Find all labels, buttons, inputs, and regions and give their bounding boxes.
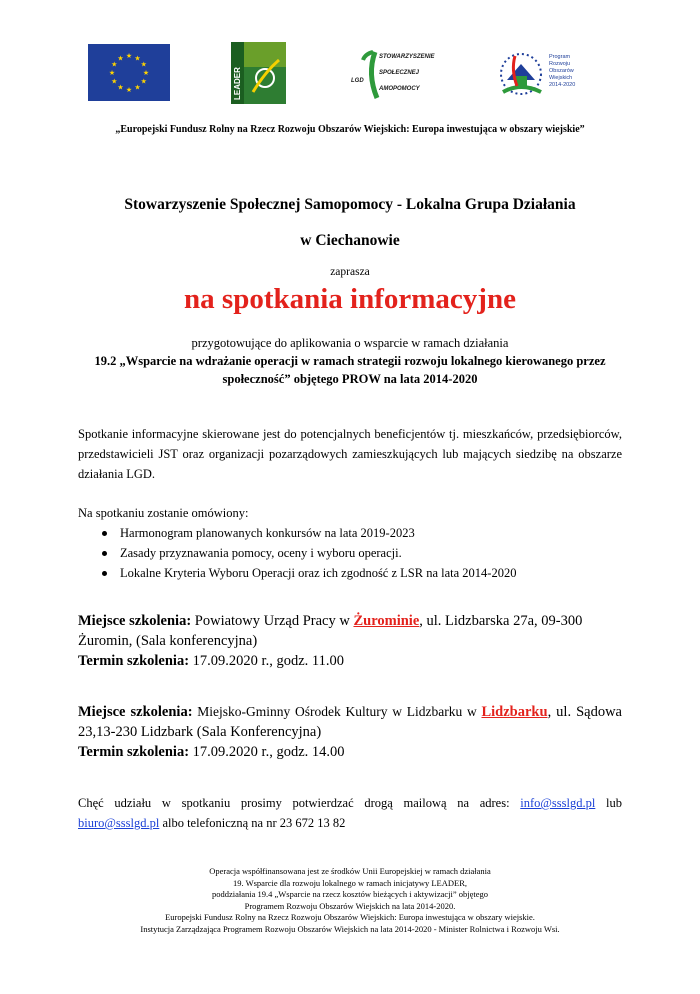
- place-label: Miejsce szkolenia:: [78, 704, 193, 720]
- eu-star-icon: ★: [117, 54, 124, 63]
- invites-text: zaprasza: [330, 266, 370, 278]
- date-label: Termin szkolenia:: [78, 653, 190, 669]
- bullet-icon: [102, 571, 107, 576]
- date-value: 17.09.2020 r., godz. 11.00: [189, 653, 344, 669]
- footer-line: Europejski Fundusz Rolny na Rzecz Rozwoju Obszarów Wiejskich: Europa inwestująca w obszary wiejskie.: [165, 912, 535, 922]
- list-item: [78, 523, 516, 543]
- sss-lgd-text: LGD: [351, 78, 364, 84]
- eu-star-icon: ★: [117, 83, 124, 92]
- eu-star-icon: ★: [140, 77, 147, 86]
- session-2-place: [78, 702, 622, 742]
- rsvp-text-mid: lub: [595, 796, 622, 810]
- org-name: Stowarzyszenie Społecznej Samopomocy - Lokalna Grupa Działania: [124, 196, 576, 213]
- session-2: [78, 702, 622, 762]
- sss-line-2: SPOŁECZNEJ: [379, 70, 420, 76]
- session-1: [78, 611, 622, 671]
- agenda-item-2: Zasady przyznawania pomocy, oceny i wyboru operacji.: [120, 546, 402, 560]
- place-label: Miejsce szkolenia:: [78, 613, 192, 629]
- footer-line: 19. Wsparcie dla rozwoju lokalnego w ramach inicjatywy LEADER,: [233, 877, 467, 888]
- session-2-date: [78, 742, 622, 762]
- place-post: , ul. Lidzbarska 27a, 09-300 Żuromin, (Sala konferencyjna): [78, 613, 583, 649]
- footer-line: Operacja współfinansowana jest ze środków Unii Europejskiej w ramach działania: [209, 866, 491, 876]
- footer-line: poddziałania 19.4 „Wsparcie na rzecz kosztów bieżących i aktywizacji” objętego: [211, 889, 489, 899]
- prow-line-1: Program: [549, 54, 571, 60]
- org-location: w Ciechanowie: [300, 232, 400, 249]
- rsvp-text-pre: Chęć udziału w spotkaniu prosimy potwierdzać drogą mailową na adres:: [78, 796, 521, 810]
- agenda-list: [78, 523, 516, 583]
- footer-line: Programem Rozwoju Obszarów Wiejskich na lata 2014-2020.: [244, 900, 456, 911]
- town-link: Lidzbarku: [481, 704, 548, 720]
- date-label: Termin szkolenia:: [78, 744, 190, 760]
- eu-flag-logo: [88, 44, 170, 101]
- place-post: , ul. Sądowa 23,13-230 Lidzbark (Sala Konferencyjna): [78, 704, 622, 740]
- rsvp-paragraph: [78, 793, 622, 833]
- agenda-item-3: Lokalne Kryteria Wyboru Operacji oraz ich zgodność z LSR na lata 2014-2020: [120, 566, 517, 580]
- session-1-date: [78, 651, 622, 671]
- sss-line-1: STOWARZYSZENIE: [379, 54, 435, 60]
- date-value: 17.09.2020 r., godz. 14.00: [189, 744, 345, 760]
- bullet-icon: [102, 531, 107, 536]
- measure-title: 19.2 „Wsparcie na wdrażanie operacji w ramach strategii rozwoju lokalnego kierowanego przez społeczność” objętego PROW na lata 2014-2020: [94, 354, 606, 386]
- sss-lgd-logo: [345, 46, 435, 104]
- rsvp-text-post: albo telefoniczną na nr 23 672 13 82: [159, 816, 346, 830]
- eu-star-icon: ★: [140, 60, 147, 69]
- prow-line-2: Rozwoju: [549, 61, 571, 67]
- eu-star-icon: ★: [125, 86, 133, 94]
- headline: na spotkania informacyjne: [184, 283, 516, 315]
- prow-logo: [497, 40, 597, 106]
- intro-paragraph: Spotkanie informacyjne skierowane jest do potencjalnych beneficjentów tj. mieszkańców, przedsiębiorców, przedstawicieli JST oraz organizacji pozarządowych zamieszkujących lub mających siedzibę na obszarze działania LGD.: [78, 427, 622, 481]
- list-item: [78, 543, 516, 563]
- prow-line-3: Obszarów: [549, 68, 574, 74]
- logos-row: [0, 40, 700, 110]
- agenda-lead: Na spotkaniu zostanie omówiony:: [78, 506, 249, 520]
- email-link-biuro[interactable]: biuro@ssslgd.pl: [78, 816, 160, 830]
- eu-star-icon: ★: [134, 54, 141, 63]
- place-pre: Powiatowy Urząd Pracy w: [191, 613, 354, 629]
- eu-star-icon: ★: [111, 77, 118, 86]
- leader-logo: [231, 42, 286, 104]
- leader-text: LEADER: [233, 67, 242, 100]
- prep-text: przygotowujące do aplikowania o wsparcie w ramach działania: [191, 336, 509, 350]
- footer-line: Instytucja Zarządzająca Programem Rozwoju Obszarów Wiejskich na lata 2014-2020 - Minister Rolnictwa i Rozwoju Wsi.: [140, 923, 560, 934]
- place-pre: Miejsko-Gminny Ośrodek Kultury w Lidzbarku w: [192, 704, 482, 719]
- prow-line-4: Wiejskich: [549, 75, 573, 81]
- footer: [0, 866, 700, 935]
- eu-star-icon: ★: [108, 69, 116, 77]
- session-1-place: [78, 611, 622, 651]
- eu-star-icon: ★: [134, 83, 141, 92]
- eu-star-icon: ★: [142, 69, 150, 77]
- motto: „Europejski Fundusz Rolny na Rzecz Rozwoju Obszarów Wiejskich: Europa inwestująca w obszary wiejskie”: [115, 124, 585, 135]
- agenda-item-1: Harmonogram planowanych konkursów na lata 2019-2023: [120, 526, 415, 540]
- email-link-info[interactable]: info@ssslgd.pl: [520, 796, 596, 810]
- list-item: [78, 563, 516, 583]
- bullet-icon: [102, 551, 107, 556]
- town-link: Żurominie: [353, 613, 420, 629]
- eu-star-icon: ★: [111, 60, 118, 69]
- sss-line-3: AMOPOMOCY: [379, 86, 420, 92]
- prow-line-5: 2014-2020: [549, 82, 576, 88]
- eu-star-icon: ★: [125, 52, 133, 60]
